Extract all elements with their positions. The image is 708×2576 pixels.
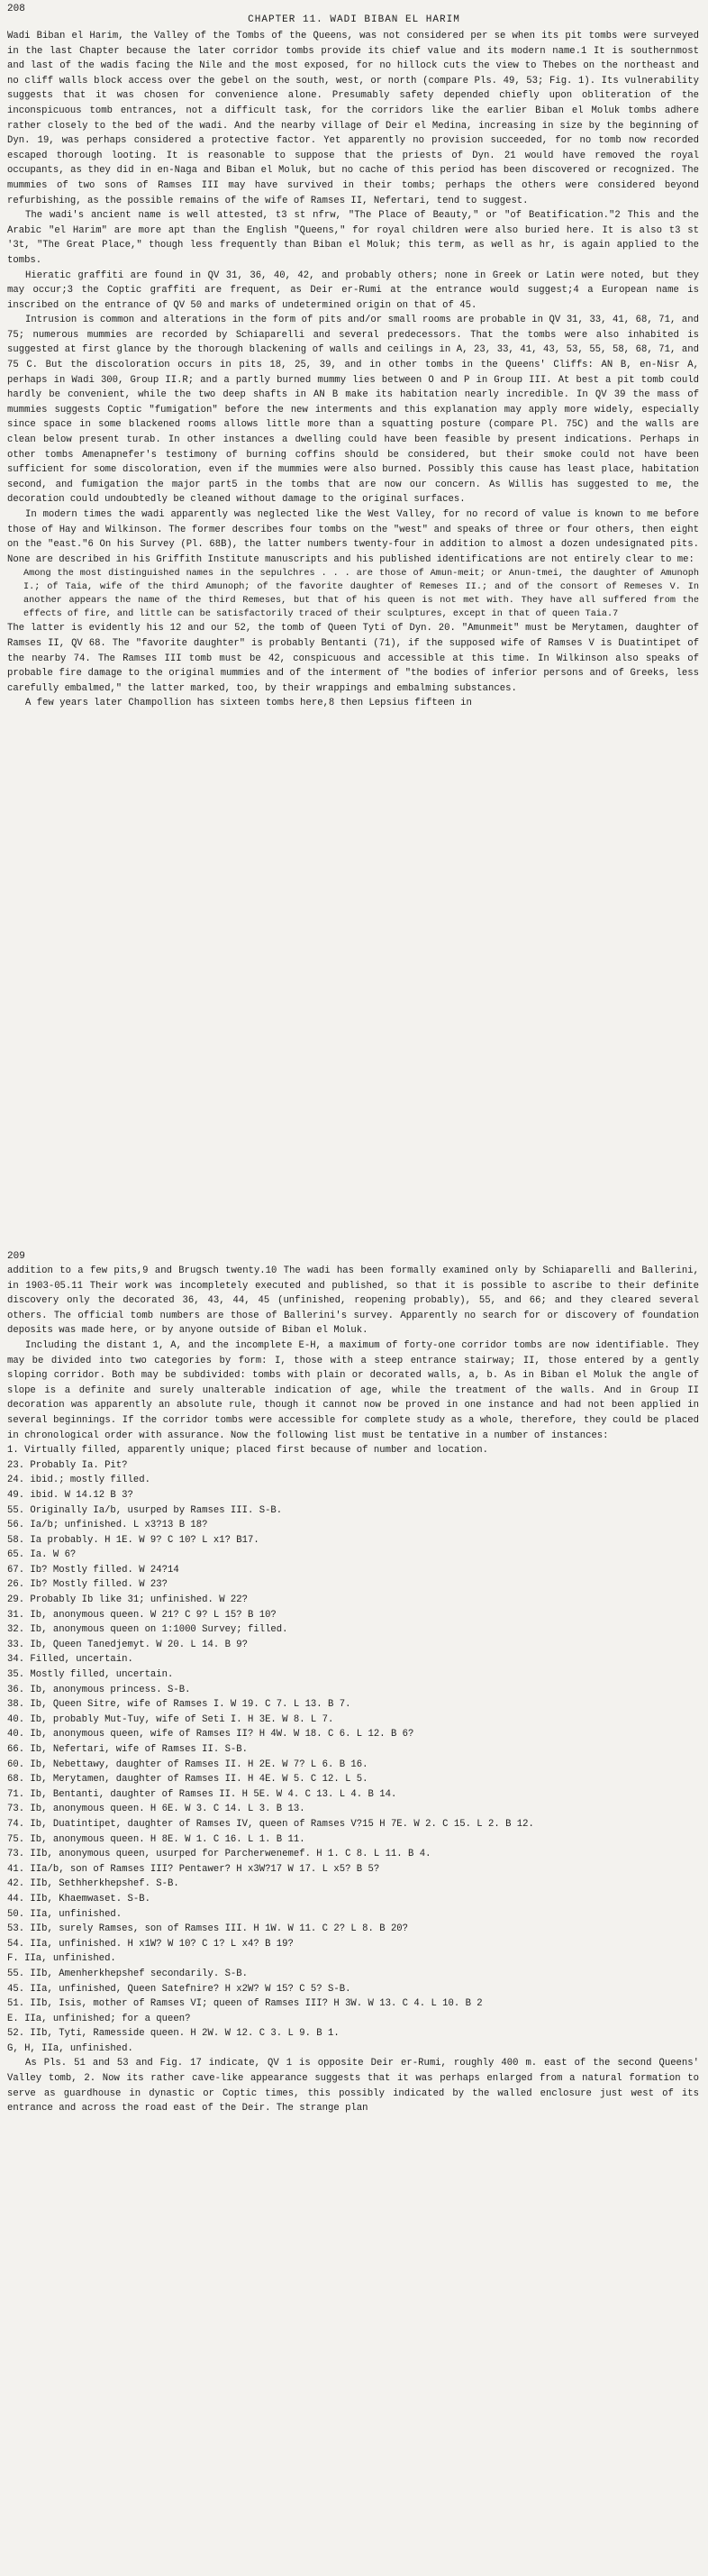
list-item: 55. IIb, Amenherkhepshef secondarily. S-B. (7, 1968, 249, 1979)
list-item: 73. IIb, anonymous queen, usurped for Parcherwenemef. H 1. C 8. L 11. B 4. (7, 1849, 431, 1860)
list-item: 32. Ib, anonymous queen on 1:1000 Survey; filled. (7, 1624, 288, 1636)
list-item: 50. IIa, unfinished. (7, 1908, 123, 1920)
list-item: 29. Probably Ib like 31; unfinished. W 22? (7, 1594, 249, 1606)
list-item: 51. IIb, Isis, mother of Ramses VI; queen of Ramses III? H 3W. W 13. C 4. L 10. B 2 (7, 1998, 483, 2010)
list-item: 38. Ib, Queen Sitre, wife of Ramses I. W 19. C 7. L 13. B 7. (7, 1699, 351, 1711)
block-quote: Among the most distinguished names in the sepulchres . . . are those of Amun-meit; or Anun-tmei, the daughter of Amunoph I.; of Taia, wife of the third Amunoph; of the favorite daughter of Remeses II.; and of the consort of Remeses V. In another appears the name of the third Remeses, but that of his queen is not met with. They have all suffered from the effects of fire, and little can be satisfactorily traced of their sculptures, except in that of queen Taia.7 (23, 569, 699, 620)
list-item: 41. IIa/b, son of Ramses III? Pentawer? H x3W?17 W 17. L x5? B 5? (7, 1863, 380, 1875)
list-item: 24. ibid.; mostly filled. (7, 1475, 150, 1486)
list-item: 42. IIb, Sethherkhepshef. S-B. (7, 1878, 179, 1890)
list-item: 40. Ib, probably Mut-Tuy, wife of Seti I. H 3E. W 8. L 7. (7, 1713, 334, 1725)
list-item: E. IIa, unfinished; for a queen? (7, 2013, 191, 2024)
paragraph: Wadi Biban el Harim, the Valley of the Tombs of the Queens, was not considered per se when its pit tombs were surveyed in the last Chapter because the later corridor tombs provide its chief value and its modern name.1 It is southernmost and last of the wadis facing the Nile and the most exposed, for no hillock cuts the view to Thebes on the northeast and no cliff walls block access over the gebel on the south, west, or north (compare Pls. 49, 53; Fig. 1). Its vulnerability suggests that it was chosen for convenience alone. Presumably safety depended chiefly upon obliteration of the inconspicuous tomb entrances, not a difficult task, for the corridors like the earlier Biban el Moluk tombs adhere rather closely to the bed of the wadi. And the nearby village of Deir el Medina, increasing in size by the beginning of Dyn. 19, was perhaps considered a protective factor. Yet apparently no provision succeeded, for no tomb now recorded escaped thorough looting. It is reasonable to suppose that the priests of Dyn. 21 would have removed the royal occupants, as they did in en-Naga and Biban el Moluk, but no cache of this period has been discovered or recognized. The mummies of two sons of Ramses III may have survived in their tombs; perhaps the others were considered beyond refurbishing, as the possible remains of the wife of Ramses II, Nefertari, tend to suggest. (7, 31, 699, 206)
list-item: 65. Ia. W 6? (7, 1549, 77, 1561)
paragraph: The wadi's ancient name is well attested, t3 st nfrw, "The Place of Beauty," or "of Beatification."2 This and the Arabic "el Harim" are more apt than the English "Queens," for royal children were also buried here. It is also t3 st '3t, "The Great Place," though less frequently than Biban el Moluk; this term, as well as hr, is again applied to the tombs. (7, 210, 699, 266)
paragraph: Hieratic graffiti are found in QV 31, 36, 40, 42, and probably others; none in Greek or Latin were noted, but they may occur;3 the Coptic graffiti are frequent, as Deir er-Rumi at the entrance would suggest;4 a European name is inscribed on the entrance of QV 50 and marks of undetermined origin on that of 45. (7, 269, 699, 311)
list-item: 56. Ia/b; unfinished. L x3?13 B 18? (7, 1520, 208, 1531)
list-item: 34. Filled, uncertain. (7, 1654, 133, 1666)
page-number: 209 (7, 1251, 25, 1262)
list-item: 45. IIa, unfinished, Queen Satefnire? H x2W? W 15? C 5? S-B. (7, 1983, 351, 1995)
list-item: 71. Ib, Bentanti, daughter of Ramses II. H 5E. W 4. C 13. L 4. B 14. (7, 1788, 397, 1800)
list-item: 68. Ib, Merytamen, daughter of Ramses II. H 4E. W 5. C 12. L 5. (7, 1774, 368, 1786)
list-item: 33. Ib, Queen Tanedjemyt. W 20. L 14. B 9? (7, 1639, 249, 1650)
list-item: G, H, IIa, unfinished. (7, 2042, 133, 2054)
tomb-list (7, 1443, 699, 2056)
paragraph: A few years later Champollion has sixteen tombs here,8 then Lepsius fifteen in (25, 698, 472, 709)
list-item: 1. Virtually filled, apparently unique; placed first because of number and location. (7, 1445, 489, 1457)
list-item: 66. Ib, Nefertari, wife of Ramses II. S-B. (7, 1744, 249, 1755)
page-208-body (7, 29, 699, 711)
paragraph: Including the distant 1, A, and the incomplete E-H, a maximum of forty-one corridor tombs are now identifiable. They may be divided into two categories by form: I, those with a steep entrance stairway; II, those entered by a gently sloping corridor. Both may be subdivided: tombs with plain or decorated walls, a, b. As in Biban el Moluk the angle of slope is a definite and surely unalterable indication of age, while the treatment of the walls. And in Group II decoration was apparently an absolute rule, though it cannot now be proved in one instance and had not been applied in several beginnings. If the corridor tombs were accessible for complete study as a whole, therefore, they could be placed in chronological order with assurance. Now the following list must be tentative in a number of instances: (7, 1339, 699, 1441)
list-item: 55. Originally Ia/b, usurped by Ramses III. S-B. (7, 1504, 283, 1516)
list-item: 54. IIa, unfinished. H x1W? W 10? C 1? L x4? B 19? (7, 1938, 294, 1950)
list-item: 53. IIb, surely Ramses, son of Ramses III. H 1W. W 11. C 2? L 8. B 20? (7, 1923, 409, 1935)
paragraph: addition to a few pits,9 and Brugsch twenty.10 The wadi has been formally examined only by Schiaparelli and Ballerini, in 1903-05.11 Their work was incompletely executed and published, so that it is possible to ascribe to their definite discovery only the decorated 36, 43, 44, 45 (unfinished, reopening probably), 55, and 66; and they cleared several others. The official tomb numbers are those of Ballerini's survey. Apparently no search for or discovery of foundation deposits was made here, or by anyone outside of Biban el Moluk. (7, 1265, 699, 1337)
list-item: 36. Ib, anonymous princess. S-B. (7, 1684, 191, 1695)
list-item: 44. IIb, Khaemwaset. S-B. (7, 1893, 150, 1905)
list-item: 75. Ib, anonymous queen. H 8E. W 1. C 16. L 1. B 11. (7, 1833, 305, 1845)
list-item: 26. Ib? Mostly filled. W 23? (7, 1579, 168, 1591)
list-item: 58. Ia probably. H 1E. W 9? C 10? L x1? B17. (7, 1534, 259, 1546)
chapter-heading: CHAPTER 11. WADI BIBAN EL HARIM (248, 14, 460, 25)
paragraph: In modern times the wadi apparently was neglected like the West Valley, for no record of value is known to me before those of Hay and Wilkinson. The former describes four tombs on the "west" and speaks of three or four others, then eight on the "east."6 On his Survey (Pl. 68B), the latter numbers twenty-four in addition to almost a dozen undesignated pits. None are described in his Griffith Institute manuscripts and his published identifications are not entirely clear to me: (7, 509, 699, 565)
page-number: 208 (7, 4, 25, 14)
list-item: 74. Ib, Duatintipet, daughter of Ramses IV, queen of Ramses V?15 H 7E. W 2. C 15. L 2. B 12. (7, 1818, 534, 1830)
list-item: 73. Ib, anonymous queen. H 6E. W 3. C 14. L 3. B 13. (7, 1804, 305, 1815)
list-item: F. IIa, unfinished. (7, 1953, 116, 1965)
list-item: 23. Probably Ia. Pit? (7, 1459, 128, 1471)
paragraph: As Pls. 51 and 53 and Fig. 17 indicate, QV 1 is opposite Deir er-Rumi, roughly 400 m. east of the second Queens' Valley tomb, 2. Now its rather cave-like appearance suggests that it was perhaps enlarged from a natural formation to serve as guardhouse in dynastic or Coptic times, this possibly indicated by the walled enclosure just west of its entrance and across the road east of the Deir. The strange plan (7, 2058, 699, 2115)
list-item: 60. Ib, Nebettawy, daughter of Ramses II. H 2E. W 7? L 6. B 16. (7, 1758, 368, 1770)
list-item: 67. Ib? Mostly filled. W 24?14 (7, 1564, 179, 1576)
list-item: 35. Mostly filled, uncertain. (7, 1669, 174, 1681)
list-item: 52. IIb, Tyti, Ramesside queen. H 2W. W 12. C 3. L 9. B 1. (7, 2028, 340, 2040)
paragraph: Intrusion is common and alterations in the form of pits and/or small rooms are probable in QV 31, 33, 41, 68, 71, and 75; numerous mummies are recorded by Schiaparelli and several predecessors. That the tombs were also inhabited is suggested at first glance by the thorough blackening of walls and ceilings in A, 23, 33, 41, 43, 53, 55, 58, 68, 71, and 75 C. But the discoloration occurs in pits 18, 25, 39, and in other tombs in the Queens' Cliffs: AN B, en-Nisr A, perhaps in Wadi 300, Group II.R; and a partly burned mummy lies between O and P in Group III. At best a pit tomb could hardly be convenient, while the two deep shafts in AN B make its habitation nearly incredible. In QV 39 the mass of mummies suggests Coptic "fumigation" before the new interments and this explanation may apply more widely, especially since space in some blackened rooms allows little more than a squatting posture (compare Pl. 75C) and the walls are clean below present turab. In other instances a dwelling could have been feasible by present indications. Perhaps in other tombs Amenapnefer's testimony of burning coffins should be considered, but their smoke could not have been sufficient for some discoloration, even if the mummies were also burned. Possibly this cause has least place, habitation second, and fumigation the major part5 in the tombs that are now our concern. As Willis has suggested to me, the decoration could undoubtedly be cleaned without damage to the original surfaces. (7, 315, 699, 506)
page-209-body (7, 1264, 699, 2116)
list-item: 31. Ib, anonymous queen. W 21? C 9? L 15? B 10? (7, 1609, 277, 1621)
list-item: 40. Ib, anonymous queen, wife of Ramses II? H 4W. W 18. C 6. L 12. B 6? (7, 1729, 414, 1740)
list-item: 49. ibid. W 14.12 B 3? (7, 1489, 133, 1501)
paragraph: The latter is evidently his 12 and our 52, the tomb of Queen Tyti of Dyn. 20. "Amunmeit" must be Merytamen, daughter of Ramses II, QV 68. The "favorite daughter" is probably Bentanti (71), if the supposed wife of Ramses V is Duatintipet of the nearby 74. The Ramses III tomb must be 42, conspicuous and accessible at this time. In Wilkinson also speaks of probable fire damage to the original mummies and of the interment of "the bodies of inferior persons and of Greeks, less carefully embalmed," the latter marked, too, by their wrappings and embalming substances. (7, 623, 699, 694)
